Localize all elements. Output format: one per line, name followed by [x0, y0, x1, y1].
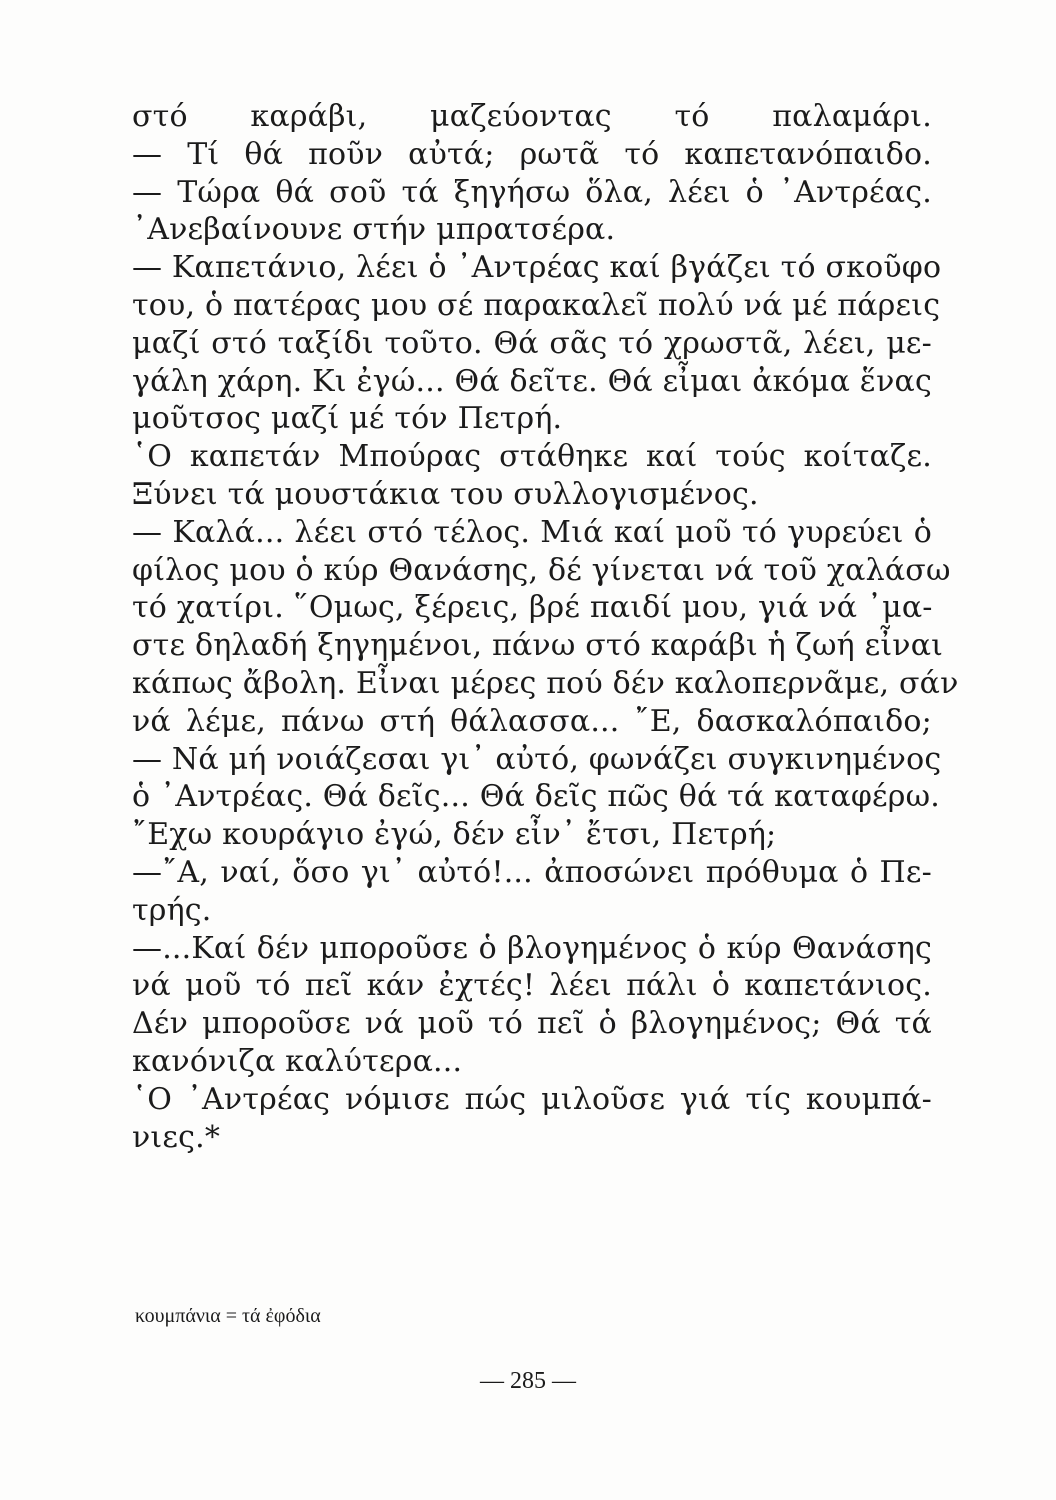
text-line-2: — Τί θά ποῦν αὐτά; ρωτᾶ τό καπετανόπαιδο.	[132, 136, 932, 172]
text-line-17: νά λέμε, πάνω στή θάλασσα... ῎Ε, δασκαλόπαιδο;	[132, 703, 932, 739]
text-line-20: ῎Εχω κουράγιο ἐγώ, δέν εἶν᾿ ἔτσι, Πετρή;	[132, 817, 777, 853]
text-line-27: ῾Ο ᾿Αντρέας νόμισε πώς μιλοῦσε γιά τίς κουμπά-	[132, 1081, 932, 1117]
text-line-11: Ξύνει τά μουστάκια του συλλογισμένος.	[132, 476, 759, 512]
text-line-19: ὁ ᾿Αντρέας. Θά δεῖς... Θά δεῖς πῶς θά τά καταφέρω.	[132, 779, 941, 815]
text-line-23: —...Καί δέν μποροῦσε ὁ βλογημένος ὁ κύρ Θανάσης	[132, 930, 932, 966]
footnote: κουμπάνια = τά ἐφόδια	[135, 1305, 321, 1327]
text-line-26: κανόνιζα καλύτερα...	[132, 1043, 463, 1079]
text-line-1: στό καράβι, μαζεύοντας τό παλαμάρι.	[132, 99, 932, 134]
text-line-7: μαζί στό ταξίδι τοῦτο. Θά σᾶς τό χρωστᾶ, λέει, με-	[132, 325, 932, 361]
text-line-15: στε δηλαδή ξηγημένοι, πάνω στό καράβι ἡ ζωή εἶναι	[132, 628, 944, 664]
text-line-5: — Καπετάνιο, λέει ὁ ᾿Αντρέας καί βγάζει τό σκοῦφο	[132, 250, 942, 286]
text-line-14: τό χατίρι. ῞Ομως, ξέρεις, βρέ παιδί μου, γιά νά ᾿μα-	[132, 590, 933, 626]
text-line-28: νιες.*	[132, 1119, 221, 1155]
text-line-22: τρής.	[132, 892, 212, 928]
text-line-13: φίλος μου ὁ κύρ Θανάσης, δέ γίνεται νά τοῦ χαλάσω	[132, 552, 951, 588]
text-line-16: κάπως ἄβολη. Εἶναι μέρες πού δέν καλοπερνᾶμε, σάν	[132, 665, 959, 701]
text-line-8: γάλη χάρη. Κι ἐγώ... Θά δεῖτε. Θά εἶμαι ἀκόμα ἕνας	[132, 363, 932, 399]
text-line-3: — Τώρα θά σοῦ τά ξηγήσω ὅλα, λέει ὁ ᾿Αντρέας.	[132, 174, 932, 210]
text-line-4: ᾿Ανεβαίνουνε στήν μπρατσέρα.	[132, 212, 616, 248]
page-number: — 285 —	[480, 1368, 576, 1394]
text-line-24: νά μοῦ τό πεῖ κάν ἐχτές! λέει πάλι ὁ καπετάνιος.	[132, 968, 932, 1004]
text-line-10: ῾Ο καπετάν Μπούρας στάθηκε καί τούς κοίταζε.	[132, 439, 932, 475]
body-text	[132, 98, 959, 1156]
text-line-25: Δέν μποροῦσε νά μοῦ τό πεῖ ὁ βλογημένος; Θά τά	[132, 1006, 932, 1042]
text-line-18: — Νά μή νοιάζεσαι γι᾿ αὐτό, φωνάζει συγκινημένος	[132, 741, 942, 777]
text-line-21: —῎Α, ναί, ὅσο γι᾿ αὐτό!... ἀποσώνει πρόθυμα ὁ Πε-	[132, 854, 932, 890]
text-line-6: του, ὁ πατέρας μου σέ παρακαλεῖ πολύ νά μέ πάρεις	[132, 287, 941, 323]
text-line-12: — Καλά... λέει στό τέλος. Μιά καί μοῦ τό γυρεύει ὁ	[132, 514, 932, 550]
text-line-9: μοῦτσος μαζί μέ τόν Πετρή.	[132, 401, 563, 437]
